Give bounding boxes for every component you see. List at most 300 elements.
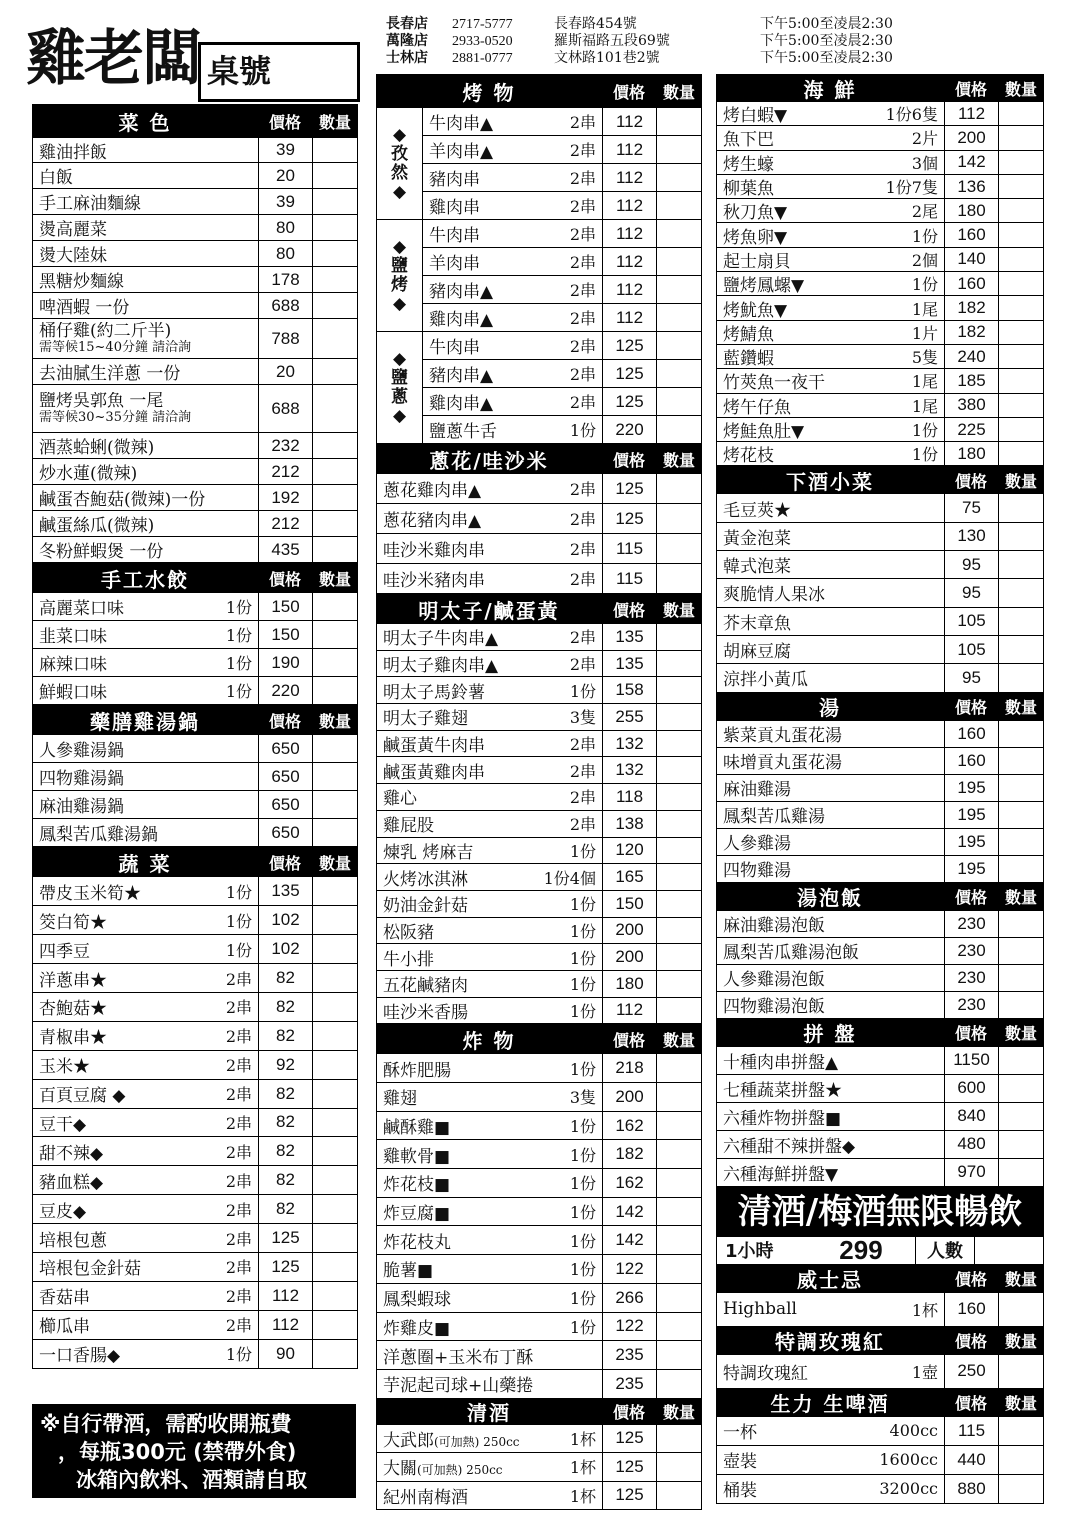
qty-field[interactable] (998, 1047, 1044, 1074)
qty-field[interactable] (998, 579, 1044, 606)
qty-field[interactable] (656, 1425, 702, 1453)
menu-item[interactable] (32, 791, 358, 819)
menu-item[interactable] (376, 474, 702, 504)
qty-field[interactable] (998, 748, 1044, 774)
menu-item[interactable] (32, 1109, 358, 1138)
menu-item[interactable] (422, 108, 702, 136)
qty-field[interactable] (998, 775, 1044, 801)
menu-item[interactable] (716, 494, 1044, 522)
menu-item[interactable] (376, 1083, 702, 1112)
item-name-cell (717, 1476, 944, 1501)
item-name-wrap (39, 163, 258, 188)
item-name-cell (717, 552, 944, 577)
qty-field[interactable] (656, 624, 702, 650)
menu-item[interactable] (376, 1425, 702, 1454)
qty-field[interactable] (312, 163, 358, 188)
qty-field[interactable] (656, 1054, 702, 1082)
qty-field[interactable] (312, 993, 358, 1021)
qty-field[interactable] (656, 332, 702, 359)
menu-item[interactable] (32, 215, 358, 241)
qty-field[interactable] (312, 359, 358, 384)
menu-item[interactable] (32, 138, 358, 163)
qty-field[interactable] (656, 1284, 702, 1312)
qty-header: 數量 (318, 569, 351, 589)
qty-field[interactable] (656, 838, 702, 864)
qty-field[interactable] (998, 151, 1044, 174)
item-name-wrap (723, 775, 944, 800)
menu-item[interactable] (716, 608, 1044, 636)
qty-field[interactable] (312, 485, 358, 510)
menu-item[interactable] (376, 1341, 702, 1370)
qty-field[interactable] (998, 272, 1044, 295)
qty-field[interactable] (312, 241, 358, 266)
qty-field[interactable] (998, 369, 1044, 392)
qty-field[interactable] (312, 1282, 358, 1310)
qty-field[interactable] (312, 964, 358, 992)
menu-item[interactable] (376, 971, 702, 998)
qty-field[interactable] (312, 1022, 358, 1050)
qty-field[interactable] (656, 944, 702, 970)
qty-field[interactable] (656, 651, 702, 677)
unlimited-drinks-row[interactable] (716, 1234, 1044, 1265)
menu-item[interactable] (716, 992, 1044, 1019)
item-price: 650 (258, 791, 312, 818)
menu-item[interactable] (376, 1226, 702, 1255)
qty-field[interactable] (312, 1253, 358, 1281)
menu-item[interactable] (32, 1282, 358, 1311)
qty-field[interactable] (998, 1446, 1044, 1474)
qty-field[interactable] (998, 965, 1044, 991)
menu-item[interactable] (716, 551, 1044, 579)
item-price: 162 (602, 1169, 656, 1197)
qty-field[interactable] (656, 1482, 702, 1510)
item-name: 桶裝 (723, 1481, 757, 1502)
qty-field[interactable] (998, 1159, 1044, 1186)
menu-item[interactable] (716, 442, 1044, 466)
item-name-cell (377, 1343, 602, 1368)
qty-field[interactable] (998, 1355, 1044, 1388)
menu-item[interactable] (376, 998, 702, 1025)
item-name-cell (717, 1048, 944, 1073)
menu-item[interactable] (376, 1169, 702, 1198)
item-price: 192 (258, 485, 312, 510)
menu-item[interactable] (376, 1313, 702, 1342)
menu-item[interactable] (376, 624, 702, 651)
menu-item[interactable] (376, 918, 702, 945)
menu-item[interactable] (32, 485, 358, 511)
qty-field[interactable] (656, 192, 702, 219)
menu-item[interactable] (32, 293, 358, 319)
qty-field[interactable] (998, 992, 1044, 1018)
menu-item[interactable] (716, 664, 1044, 692)
menu-item[interactable] (376, 677, 702, 704)
menu-item[interactable] (376, 504, 702, 534)
menu-item[interactable] (32, 511, 358, 537)
menu-item[interactable] (32, 189, 358, 215)
qty-field[interactable] (998, 442, 1044, 465)
qty-field[interactable] (312, 537, 358, 562)
qty-field[interactable] (312, 649, 358, 676)
qty-field[interactable] (312, 267, 358, 292)
qty-field[interactable] (998, 126, 1044, 149)
qty-field[interactable] (998, 1103, 1044, 1130)
qty-field[interactable] (312, 906, 358, 934)
menu-item[interactable] (716, 1159, 1044, 1187)
item-name-wrap (383, 1113, 570, 1138)
item-name-wrap (39, 1312, 226, 1337)
qty-field[interactable] (656, 731, 702, 757)
menu-item[interactable] (376, 564, 702, 594)
item-name-wrap (429, 109, 570, 134)
qty-field[interactable] (656, 360, 702, 387)
menu-item[interactable] (32, 1051, 358, 1080)
menu-item[interactable] (32, 163, 358, 189)
menu-item[interactable] (716, 418, 1044, 442)
item-name-wrap (39, 908, 226, 933)
qty-field[interactable] (312, 385, 358, 432)
qty-field[interactable] (998, 296, 1044, 319)
qty-field[interactable] (656, 108, 702, 135)
menu-item[interactable] (32, 319, 358, 359)
qty-field[interactable] (998, 345, 1044, 368)
qty-field[interactable] (312, 293, 358, 318)
menu-item[interactable] (32, 433, 358, 459)
menu-item[interactable] (376, 838, 702, 865)
qty-field[interactable] (312, 735, 358, 762)
section-title: 威士忌 (797, 1268, 863, 1293)
qty-field[interactable] (312, 677, 358, 704)
qty-field[interactable] (312, 593, 358, 620)
qty-field[interactable] (656, 1341, 702, 1369)
qty-field[interactable] (998, 394, 1044, 417)
menu-item[interactable] (32, 1224, 358, 1253)
menu-item[interactable] (422, 276, 702, 304)
qty-field[interactable] (312, 1195, 358, 1223)
qty-field[interactable] (656, 564, 702, 593)
menu-item[interactable] (376, 731, 702, 758)
qty-field[interactable] (998, 551, 1044, 578)
menu-item[interactable] (716, 394, 1044, 418)
menu-item[interactable] (716, 223, 1044, 247)
qty-field[interactable] (312, 189, 358, 214)
item-price: 650 (258, 819, 312, 846)
qty-field[interactable] (998, 102, 1044, 125)
menu-item[interactable] (716, 856, 1044, 883)
item-unit: 1份 (569, 1059, 596, 1079)
item-unit: 1份 (569, 1260, 596, 1280)
qty-field[interactable] (998, 721, 1044, 747)
menu-item[interactable] (716, 1475, 1044, 1504)
qty-field[interactable] (998, 664, 1044, 691)
qty-field[interactable] (998, 1131, 1044, 1158)
menu-item[interactable] (422, 164, 702, 192)
menu-item[interactable] (716, 1047, 1044, 1075)
menu-item[interactable] (716, 126, 1044, 150)
menu-item[interactable] (376, 811, 702, 838)
qty-field[interactable] (998, 911, 1044, 937)
qty-field[interactable] (656, 1083, 702, 1111)
qty-field[interactable] (656, 891, 702, 917)
qty-field[interactable] (998, 1417, 1044, 1445)
menu-item[interactable] (422, 360, 702, 388)
qty-field[interactable] (656, 416, 702, 443)
item-name-wrap (39, 1023, 226, 1048)
qty-field[interactable] (656, 757, 702, 783)
qty-field[interactable] (312, 1080, 358, 1108)
menu-item[interactable] (716, 636, 1044, 664)
menu-item[interactable] (716, 748, 1044, 775)
qty-field[interactable] (656, 220, 702, 247)
qty-field[interactable] (312, 621, 358, 648)
menu-item[interactable] (376, 1453, 702, 1482)
menu-item[interactable] (32, 537, 358, 563)
menu-item[interactable] (32, 1195, 358, 1224)
menu-item[interactable] (716, 175, 1044, 199)
qty-field[interactable] (312, 1311, 358, 1339)
qty-field[interactable] (656, 1313, 702, 1341)
item-name-cell (717, 496, 944, 521)
qty-header: 數量 (1004, 1024, 1037, 1044)
menu-item[interactable] (716, 1417, 1044, 1446)
menu-item[interactable] (716, 775, 1044, 802)
qty-field[interactable] (312, 511, 358, 536)
menu-item[interactable] (32, 359, 358, 385)
qty-field[interactable] (656, 304, 702, 331)
menu-item[interactable] (716, 248, 1044, 272)
menu-item[interactable] (716, 296, 1044, 320)
qty-field[interactable] (656, 864, 702, 890)
item-name-cell (423, 249, 602, 274)
menu-item[interactable] (376, 891, 702, 918)
menu-item[interactable] (32, 385, 358, 433)
qty-field[interactable] (312, 459, 358, 484)
menu-item[interactable] (422, 332, 702, 360)
menu-item[interactable] (716, 802, 1044, 829)
menu-item[interactable] (32, 935, 358, 964)
menu-item[interactable] (716, 911, 1044, 938)
item-name: 香菇串 (39, 1288, 90, 1309)
menu-item[interactable] (422, 192, 702, 220)
menu-item[interactable] (376, 1370, 702, 1399)
qty-field[interactable] (998, 636, 1044, 663)
qty-field[interactable] (312, 138, 358, 162)
qty-field[interactable] (656, 1226, 702, 1254)
qty-field[interactable] (656, 1140, 702, 1168)
menu-item[interactable] (32, 267, 358, 293)
qty-field[interactable] (998, 1075, 1044, 1102)
menu-item[interactable] (376, 651, 702, 678)
qty-field[interactable] (998, 418, 1044, 441)
menu-item[interactable] (32, 593, 358, 621)
menu-item[interactable] (32, 1311, 358, 1340)
menu-item[interactable] (376, 864, 702, 891)
menu-item[interactable] (716, 102, 1044, 126)
qty-field[interactable] (312, 215, 358, 240)
qty-field[interactable] (656, 1169, 702, 1197)
qty-field[interactable] (998, 802, 1044, 828)
menu-item[interactable] (376, 1112, 702, 1141)
qty-field[interactable] (656, 1198, 702, 1226)
menu-item[interactable] (716, 579, 1044, 607)
menu-item[interactable] (422, 248, 702, 276)
menu-item[interactable] (32, 459, 358, 485)
menu-item[interactable] (422, 304, 702, 332)
qty-field[interactable] (998, 938, 1044, 964)
qty-field[interactable] (998, 175, 1044, 198)
menu-item[interactable] (716, 1446, 1044, 1475)
item-unit: 2串 (569, 815, 596, 835)
price-header: 價格 (612, 82, 645, 102)
qty-field[interactable] (656, 474, 702, 503)
menu-item[interactable] (32, 677, 358, 705)
qty-field[interactable] (998, 321, 1044, 344)
item-name-wrap (383, 865, 544, 890)
menu-item[interactable] (32, 1166, 358, 1195)
qty-field[interactable] (312, 1340, 358, 1368)
menu-item[interactable] (32, 1340, 358, 1369)
qty-field[interactable] (656, 971, 702, 997)
qty-field[interactable] (656, 276, 702, 303)
menu-item[interactable] (376, 1255, 702, 1284)
qty-field[interactable] (656, 504, 702, 533)
qty-field[interactable] (656, 784, 702, 810)
qty-field[interactable] (998, 494, 1044, 521)
menu-item[interactable] (32, 1253, 358, 1282)
qty-field[interactable] (656, 534, 702, 563)
menu-item[interactable] (716, 321, 1044, 345)
qty-field[interactable] (656, 918, 702, 944)
menu-item[interactable] (716, 523, 1044, 551)
menu-item[interactable] (376, 757, 702, 784)
qty-field[interactable] (998, 1293, 1044, 1326)
menu-item[interactable] (422, 220, 702, 248)
qty-field[interactable] (312, 319, 358, 358)
menu-item[interactable] (32, 993, 358, 1022)
qty-field[interactable] (312, 877, 358, 905)
menu-item[interactable] (376, 534, 702, 564)
menu-item[interactable] (376, 1140, 702, 1169)
item-unit: 2串 (225, 1027, 252, 1047)
qty-field[interactable] (998, 829, 1044, 855)
menu-item[interactable] (32, 964, 358, 993)
item-unit: 1份 (225, 598, 252, 618)
item-name: 帶皮玉米筍★ (39, 883, 141, 904)
qty-field[interactable] (312, 1051, 358, 1079)
menu-item[interactable] (32, 621, 358, 649)
qty-field[interactable] (656, 136, 702, 163)
qty-field[interactable] (312, 433, 358, 458)
menu-item[interactable] (716, 1131, 1044, 1159)
qty-field[interactable] (312, 1166, 358, 1194)
qty-field[interactable] (656, 1112, 702, 1140)
menu-item[interactable] (32, 735, 358, 763)
qty-field[interactable] (656, 704, 702, 730)
menu-item[interactable] (32, 1022, 358, 1051)
item-unit: 1份 (225, 682, 252, 702)
menu-item[interactable] (376, 1054, 702, 1083)
menu-item[interactable] (376, 1198, 702, 1227)
menu-item[interactable] (716, 1103, 1044, 1131)
qty-field[interactable] (312, 1109, 358, 1137)
item-unit: 2串 (569, 570, 596, 589)
qty-field[interactable] (656, 811, 702, 837)
qty-field[interactable] (998, 856, 1044, 882)
menu-item[interactable] (32, 906, 358, 935)
item-price: 82 (258, 1137, 312, 1165)
qty-field[interactable] (656, 164, 702, 191)
qty-field[interactable] (998, 1475, 1044, 1503)
menu-item[interactable] (32, 241, 358, 267)
menu-item[interactable] (32, 649, 358, 677)
menu-item[interactable] (716, 272, 1044, 296)
qty-field[interactable] (312, 935, 358, 963)
qty-field[interactable] (656, 1255, 702, 1283)
menu-item[interactable] (716, 1075, 1044, 1103)
menu-item[interactable] (422, 136, 702, 164)
menu-item[interactable] (716, 829, 1044, 856)
item-name: 哇沙米雞肉串 (383, 541, 485, 561)
menu-item[interactable] (716, 151, 1044, 175)
qty-field[interactable] (656, 248, 702, 275)
menu-item[interactable] (716, 345, 1044, 369)
qty-field[interactable] (312, 791, 358, 818)
qty-field[interactable] (998, 608, 1044, 635)
menu-item[interactable] (32, 1080, 358, 1109)
qty-field[interactable] (998, 199, 1044, 222)
qty-field[interactable] (998, 223, 1044, 246)
qty-field[interactable] (656, 677, 702, 703)
qty-field[interactable] (312, 1137, 358, 1165)
qty-field[interactable] (998, 523, 1044, 550)
menu-item[interactable] (32, 763, 358, 791)
menu-item[interactable] (716, 1355, 1044, 1389)
menu-item[interactable] (376, 704, 702, 731)
qty-field[interactable] (312, 763, 358, 790)
menu-item[interactable] (422, 416, 702, 444)
menu-item[interactable] (422, 388, 702, 416)
item-name-cell (717, 721, 944, 746)
menu-item[interactable] (716, 1293, 1044, 1327)
menu-item[interactable] (32, 877, 358, 906)
menu-item[interactable] (376, 1284, 702, 1313)
qty-field[interactable] (312, 819, 358, 846)
item-price: 182 (602, 1140, 656, 1168)
people-count-field[interactable] (975, 1237, 1044, 1264)
qty-field[interactable] (656, 1370, 702, 1398)
menu-item[interactable] (716, 369, 1044, 393)
item-price: 212 (258, 511, 312, 536)
qty-field[interactable] (656, 998, 702, 1024)
menu-item[interactable] (376, 1482, 702, 1511)
menu-item[interactable] (716, 721, 1044, 748)
item-name-wrap (429, 389, 570, 414)
menu-item[interactable] (32, 819, 358, 847)
menu-item[interactable] (376, 784, 702, 811)
menu-item[interactable] (32, 1137, 358, 1166)
menu-item[interactable] (716, 965, 1044, 992)
item-unit: 2串 (569, 393, 596, 412)
menu-item[interactable] (376, 944, 702, 971)
menu-item[interactable] (716, 199, 1044, 223)
store-name: 長春店 (386, 16, 428, 32)
qty-field[interactable] (312, 1224, 358, 1252)
menu-item[interactable] (716, 938, 1044, 965)
qty-field[interactable] (656, 1453, 702, 1481)
qty-field[interactable] (656, 388, 702, 415)
qty-field[interactable] (998, 248, 1044, 271)
item-price: 125 (602, 360, 656, 387)
item-name: 雞油拌飯 (39, 142, 107, 163)
